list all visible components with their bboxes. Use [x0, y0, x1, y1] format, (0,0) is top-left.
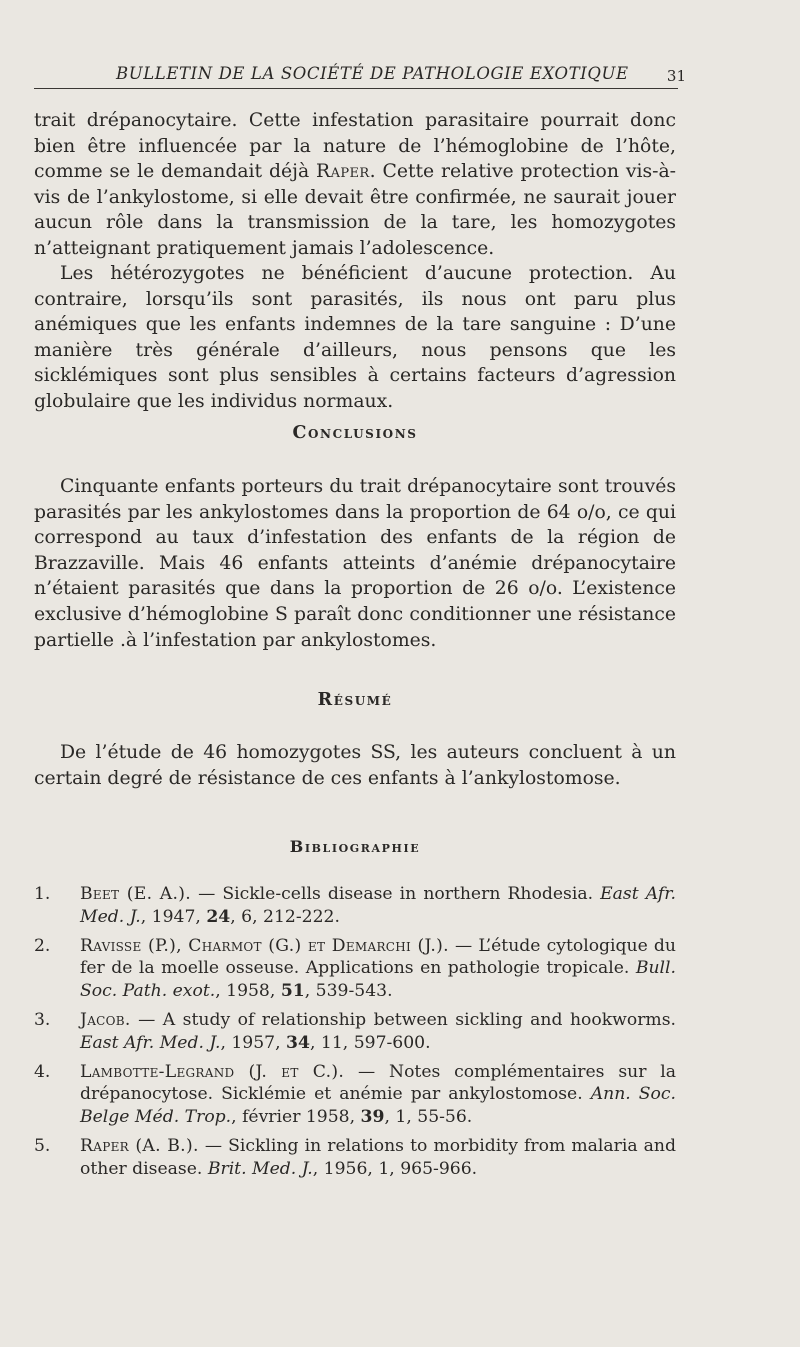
paragraph-text: . Cette relative protection vis-à-vis de l’ankylostome, si elle devait être confirmée, ne saurait jouer aucun rôle dans la transmission de la tare, les homozygotes n’atteignant pratiquement jamais l’adolescence.	[34, 161, 676, 259]
entry-pages: , 11, 597-600.	[309, 1032, 431, 1053]
running-title: BULLETIN DE LA SOCIÉTÉ DE PATHOLOGIE EXOTIQUE	[116, 64, 629, 83]
entry-volume: 39	[360, 1107, 385, 1128]
conclusions-paragraph: Cinquante enfants porteurs du trait drépanocytaire sont trouvés parasités par les ankylostomes dans la proportion de 64 o/o, ce qui correspond au taux d’infestation des enfants de la région de Brazzaville. Mais 46 enfants atteints d’anémie drépanocytaire n’étaient parasités que dans la proportion de 26 o/o. L’existence exclusive d’hémoglobine S paraît donc conditionner une résistance partielle .à l’infestation par ankylostomes.	[34, 476, 676, 651]
entry-number: 3.	[34, 1009, 51, 1030]
entry-authors: Lambotte-Legrand (J. et C.).	[80, 1061, 345, 1082]
bibliography-entry	[34, 935, 676, 1003]
entry-number: 5.	[34, 1135, 51, 1156]
entry-journal: East Afr. Med. J.	[80, 1032, 221, 1053]
paragraph-hookworm-protection	[34, 108, 676, 262]
entry-journal: Ann. Soc. Belge Méd. Trop.	[80, 1084, 676, 1128]
resume-heading: Résumé	[317, 690, 393, 710]
entry-year: , 1957,	[220, 1032, 287, 1053]
entry-number: 4.	[34, 1061, 51, 1082]
bibliography-heading: Bibliographie	[289, 837, 421, 856]
entry-pages: , 6, 212-222.	[230, 906, 340, 927]
entry-journal: Bull. Soc. Path. exot.	[80, 958, 676, 1002]
entry-year: , février 1958,	[231, 1107, 361, 1128]
entry-title: — A study of relationship between sickling and hookworms.	[130, 1009, 676, 1030]
author-name-raper: Raper	[316, 161, 370, 183]
paragraph-heterozygotes: Les hétérozygotes ne bénéficient d’aucune protection. Au contraire, lorsqu’ils sont parasités, ils nous ont paru plus anémiques que les enfants indemnes de la tare sanguine : D’une manière très générale d’ailleurs, nous pensons que les sicklémiques sont plus sensibles à certains facteurs d’agression globulaire que les individus normaux.	[34, 263, 676, 412]
entry-year: , 1956, 1, 965-966.	[312, 1158, 478, 1179]
entry-journal: East Afr. Med. J.	[80, 884, 676, 927]
entry-authors: Beet (E. A.).	[80, 884, 191, 904]
resume-paragraph: De l’étude de 46 homozygotes SS, les auteurs concluent à un certain degré de résistance de ces enfants à l’ankylostomose.	[34, 742, 676, 789]
entry-volume: 34	[286, 1032, 310, 1053]
entry-title: — L’étude cytologique du fer de la moelle osseuse. Applications en pathologie tropicale.	[80, 935, 676, 979]
entry-number: 2.	[34, 935, 51, 956]
bibliography-entry	[34, 883, 676, 929]
running-head	[34, 64, 686, 89]
entry-journal: Brit. Med. J.	[207, 1158, 313, 1179]
entry-volume: 24	[206, 906, 231, 927]
entry-pages: , 1, 55-56.	[384, 1107, 473, 1128]
entry-authors: Jacob.	[80, 1009, 131, 1030]
paragraph-text: trait drépanocytaire. Cette infestation parasitaire pourrait donc bien être influencée par la nature de l’hémoglobine de l’hôte, comme se le demandait déjà	[34, 110, 676, 183]
entry-volume: 51	[280, 981, 305, 1002]
entry-number: 1.	[34, 884, 51, 904]
entry-pages: , 539-543.	[304, 981, 393, 1002]
conclusions-heading: Conclusions	[292, 423, 418, 443]
bibliography-entry	[34, 1135, 676, 1181]
bibliography-entry	[34, 1009, 676, 1055]
bibliography-list	[34, 883, 676, 1187]
entry-title: — Notes complémentaires sur la drépanocytose. Sicklémie et anémie par ankylostomose.	[80, 1061, 677, 1105]
entry-title: — Sickle-cells disease in northern Rhodesia.	[191, 884, 601, 904]
entry-year: , 1947,	[140, 906, 207, 927]
entry-authors: Ravisse (P.), Charmot (G.) et Demarchi (J.).	[80, 935, 449, 956]
entry-year: , 1958,	[215, 981, 281, 1002]
bibliography-entry	[34, 1061, 676, 1129]
entry-authors: Raper (A. B.).	[80, 1135, 199, 1156]
entry-title: — Sickling in relations to morbidity from malaria and other disease.	[80, 1135, 676, 1179]
page-number: 31	[666, 67, 686, 85]
